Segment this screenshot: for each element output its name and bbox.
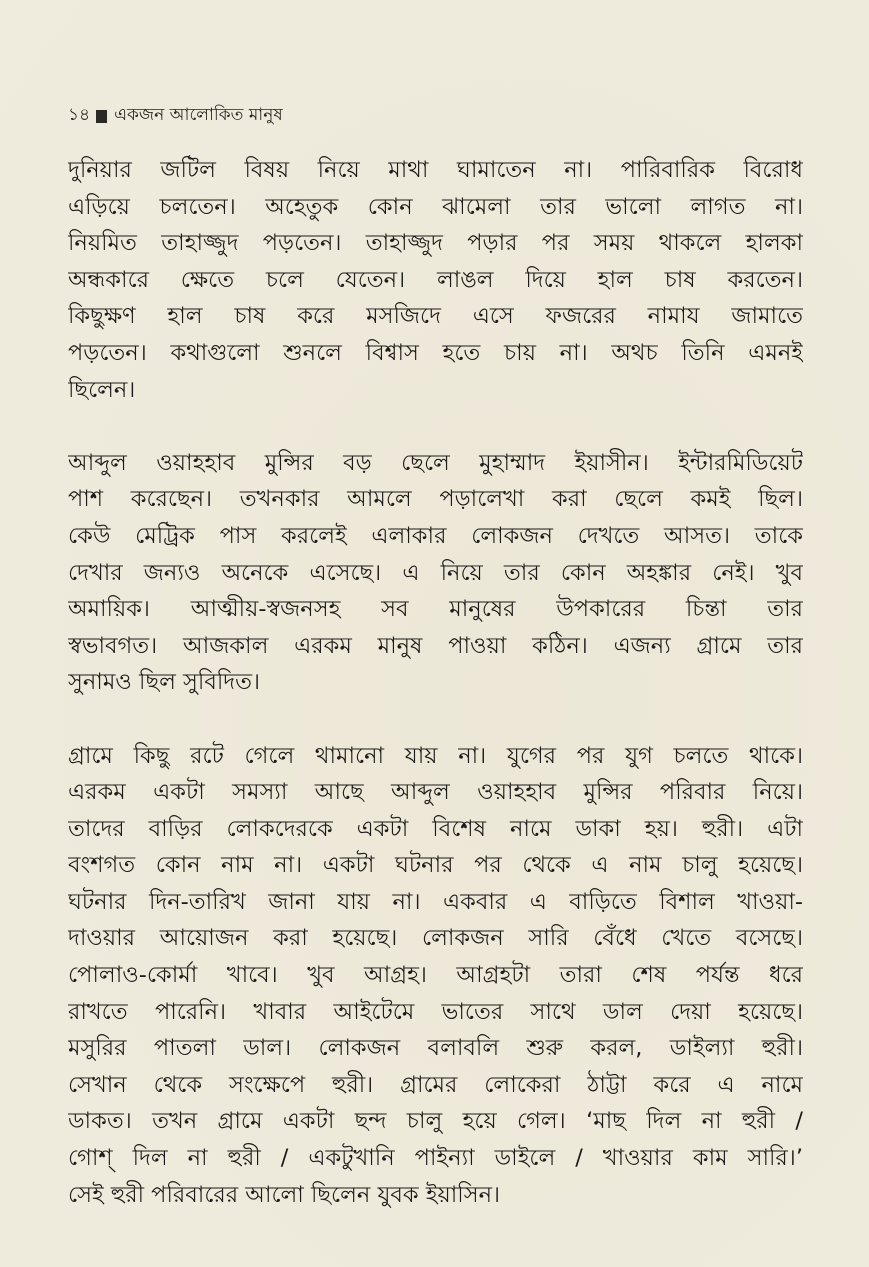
text-line: কেউ মেট্রিক পাস করলেই এলাকার লোকজন দেখতে আসত। তাকে <box>68 522 803 549</box>
paragraph-gap <box>68 408 803 445</box>
running-header <box>68 101 283 131</box>
text-line: গ্রামে কিছু রটে গেলে থামানো যায় না। যুগের পর যুগ চলতে থাকে। <box>68 742 803 769</box>
text-line: ছিলেন। <box>68 376 136 403</box>
text-line: পোলাও-কোর্মা খাবে। খুব আগ্রহ। আগ্রহটা তারা শেষ পর্যন্ত ধরে <box>68 962 803 989</box>
text-line: মসুরির পাতলা ডাল। লোকজন বলাবলি শুরু করল, ডাইল্যা হুরী। <box>68 1035 803 1062</box>
text-line: সুনামও ছিল সুবিদিত। <box>68 669 261 696</box>
page-body <box>68 152 803 1213</box>
paragraph-2 <box>68 445 803 701</box>
text-line: তাদের বাড়ির লোকদেরকে একটা বিশেষ নামে ডাকা হয়। হুরী। এটা <box>68 815 803 842</box>
text-line: অন্ধকারে ক্ষেতে চলে যেতেন। লাঙল দিয়ে হাল চাষ করতেন। <box>68 266 803 293</box>
text-line: পাশ করেছেন। তখনকার আমলে পড়ালেখা করা ছেলে কমই ছিল। <box>68 486 803 513</box>
page-number: ১৪ <box>68 105 91 125</box>
text-line: রাখতে পারেনি। খাবার আইটেমে ভাতের সাথে ডাল দেয়া হয়েছে। <box>68 998 803 1025</box>
text-line: দেখার জন্যও অনেকে এসেছে। এ নিয়ে তার কোন অহঙ্কার নেই। খুব <box>68 559 803 586</box>
paragraph-1 <box>68 152 803 408</box>
text-line: গোশ্‌ দিল না হুরী / একটুখানি পাইন্যা ডাইলে / খাওয়ার কাম সারি।’ <box>68 1145 803 1172</box>
text-line: আব্দুল ওয়াহহাব মুন্সির বড় ছেলে মুহাম্মাদ ইয়াসীন। ইন্টারমিডিয়েট <box>68 449 803 476</box>
text-line: বংশগত কোন নাম না। একটা ঘটনার পর থেকে এ নাম চালু হয়েছে। <box>68 852 803 879</box>
text-line: এড়িয়ে চলতেন। অহেতুক কোন ঝামেলা তার ভালো লাগত না। <box>68 193 803 220</box>
text-line: ঘটনার দিন-তারিখ জানা যায় না। একবার এ বাড়িতে বিশাল খাওয়া- <box>68 888 803 915</box>
text-line: সেখান থেকে সংক্ষেপে হুরী। গ্রামের লোকেরা ঠাট্টা করে এ নামে <box>68 1071 803 1098</box>
text-line: কিছুক্ষণ হাল চাষ করে মসজিদে এসে ফজরের নামায জামাতে <box>68 303 803 330</box>
paragraph-gap <box>68 701 803 738</box>
paragraph-3 <box>68 738 803 1214</box>
text-line: অমায়িক। আত্মীয়-স্বজনসহ সব মানুষের উপকারের চিন্তা তার <box>68 596 803 623</box>
book-title: একজন আলোকিত মানুষ <box>114 105 283 125</box>
text-line: স্বভাবগত। আজকাল এরকম মানুষ পাওয়া কঠিন। এজন্য গ্রামে তার <box>68 632 803 659</box>
text-line: দাওয়ার আয়োজন করা হয়েছে। লোকজন সারি বেঁধে খেতে বসেছে। <box>68 925 803 952</box>
text-line: এরকম একটা সমস্যা আছে আব্দুল ওয়াহহাব মুন্সির পরিবার নিয়ে। <box>68 779 803 806</box>
text-line: ডাকত। তখন গ্রামে একটা ছন্দ চালু হয়ে গেল। ‘মাছ দিল না হুরী / <box>68 1108 803 1135</box>
text-line: সেই হুরী পরিবারের আলো ছিলেন যুবক ইয়াসিন। <box>68 1181 501 1208</box>
text-line: দুনিয়ার জটিল বিষয় নিয়ে মাথা ঘামাতেন না। পারিবারিক বিরোধ <box>68 157 803 183</box>
square-marker-icon <box>96 110 107 123</box>
text-line: পড়তেন। কথাগুলো শুনলে বিশ্বাস হতে চায় না। অথচ তিনি এমনই <box>68 339 803 366</box>
text-line: নিয়মিত তাহাজ্জুদ পড়তেন। তাহাজ্জুদ পড়ার পর সময় থাকলে হালকা <box>68 230 803 257</box>
